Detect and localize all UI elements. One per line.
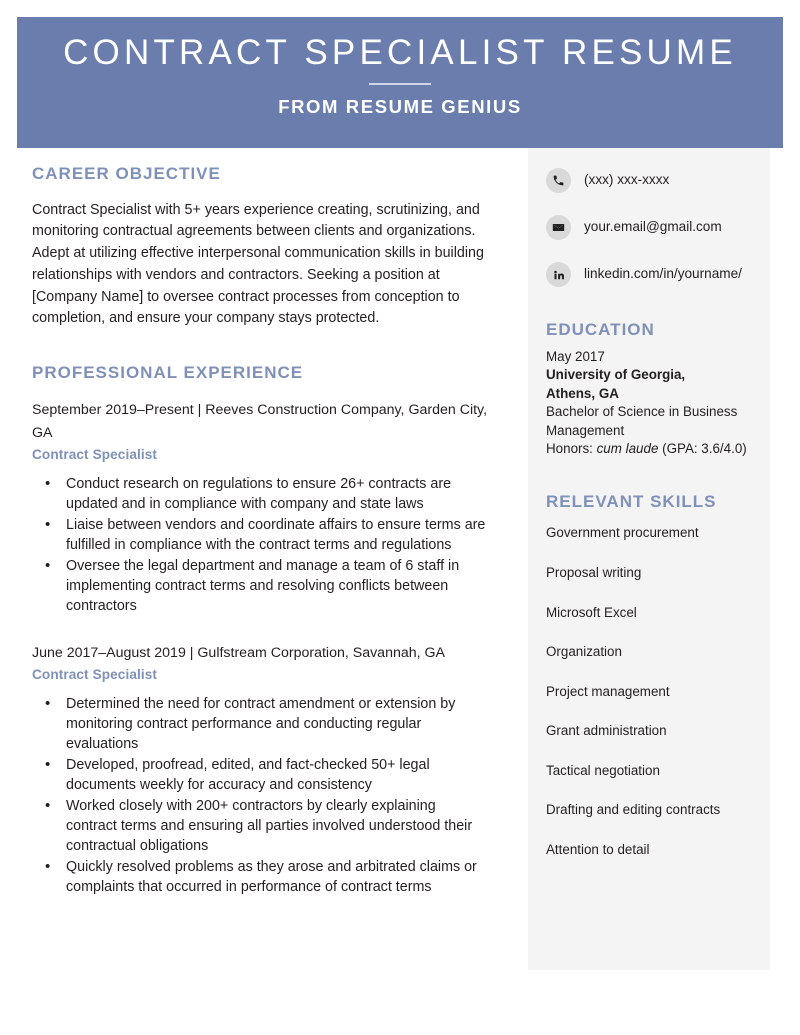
career-objective-heading: CAREER OBJECTIVE bbox=[32, 164, 221, 183]
list-item: Proposal writing bbox=[546, 564, 642, 580]
job-bullet: • Conduct research on regulations to ensure 26+ contracts are updated and in compliance with company and state laws bbox=[66, 474, 490, 514]
list-item: Government procurement bbox=[546, 525, 699, 541]
education-honors-gpa: (GPA: 3.6/4.0) bbox=[658, 441, 747, 457]
career-objective-section bbox=[32, 165, 490, 330]
professional-experience-heading: PROFESSIONAL EXPERIENCE bbox=[32, 363, 304, 382]
spacer bbox=[32, 620, 490, 642]
skills-list bbox=[546, 525, 758, 858]
education-honors-latin: cum laude bbox=[596, 441, 659, 457]
job-meta: June 2017–August 2019 | Gulfstream Corporation, Savannah, GA bbox=[32, 644, 446, 661]
job-bullet: • Developed, proofread, edited, and fact-checked 50+ legal documents weekly for accuracy and consistency bbox=[66, 755, 490, 795]
experience-entry bbox=[32, 642, 490, 897]
header-divider bbox=[369, 83, 431, 85]
contact-row-phone[interactable] bbox=[546, 168, 758, 193]
list-item: Tactical negotiation bbox=[546, 762, 660, 778]
education-school-line-2: Athens, GA bbox=[546, 385, 619, 401]
list-item: Organization bbox=[546, 644, 622, 660]
linkedin-icon bbox=[546, 262, 571, 287]
professional-experience-section bbox=[32, 364, 490, 897]
email-icon bbox=[546, 215, 571, 240]
resume-header-banner bbox=[17, 17, 783, 148]
relevant-skills-heading: RELEVANT SKILLS bbox=[546, 491, 717, 511]
contact-row-linkedin[interactable] bbox=[546, 262, 758, 287]
contact-list bbox=[546, 168, 758, 287]
phone-icon bbox=[546, 168, 571, 193]
job-bullet-list bbox=[32, 694, 490, 897]
job-bullet: • Worked closely with 200+ contractors by clearly explaining contract terms and ensuring all parties involved understood their contractual obligations bbox=[66, 796, 490, 856]
contact-linkedin-value: linkedin.com/in/yourname/ bbox=[584, 266, 742, 282]
education-date: May 2017 bbox=[546, 348, 605, 364]
header-subtitle: FROM RESUME GENIUS bbox=[278, 95, 522, 117]
job-bullet: • Determined the need for contract amendment or extension by monitoring contract performance and conducting regular evaluations bbox=[66, 694, 490, 754]
relevant-skills-section bbox=[546, 493, 758, 858]
main-content bbox=[32, 165, 490, 901]
education-honors bbox=[546, 440, 758, 459]
sidebar-content bbox=[546, 168, 758, 882]
education-school-line-1: University of Georgia, bbox=[546, 367, 686, 383]
education-honors-prefix: Honors: bbox=[546, 441, 597, 457]
contact-row-email[interactable] bbox=[546, 215, 758, 240]
page-title: CONTRACT SPECIALIST RESUME bbox=[63, 33, 737, 72]
education-heading: EDUCATION bbox=[546, 320, 655, 339]
education-degree: Bachelor of Science in Business Management bbox=[546, 404, 738, 438]
experience-entry bbox=[32, 399, 490, 616]
list-item: Attention to detail bbox=[546, 842, 650, 857]
list-item: Drafting and editing contracts bbox=[546, 802, 721, 818]
contact-phone-value: (xxx) xxx-xxxx bbox=[584, 172, 670, 188]
job-bullet-list bbox=[32, 474, 490, 616]
education-section bbox=[546, 321, 758, 459]
job-bullet: • Oversee the legal department and manage a team of 6 staff in implementing contract terms and resolving conflicts between contractors bbox=[66, 556, 490, 616]
career-objective-text: Contract Specialist with 5+ years experience creating, scrutinizing, and monitoring contractual agreements between clients and organizations. Adept at utilizing effective interpersonal communication skills in building relationships with vendors and contractors. Seeking a position at [Company Name] to oversee contract processes from conception to completion, and ensure your company stays protected. bbox=[32, 201, 484, 327]
list-item: Grant administration bbox=[546, 723, 667, 739]
job-title: Contract Specialist bbox=[32, 666, 158, 682]
job-meta: September 2019–Present | Reeves Construction Company, Garden City, GA bbox=[32, 401, 488, 441]
contact-email-value: your.email@gmail.com bbox=[584, 219, 722, 235]
job-bullet: • Quickly resolved problems as they arose and arbitrated claims or complaints that occurred in performance of contract terms bbox=[66, 857, 490, 897]
list-item: Microsoft Excel bbox=[546, 604, 637, 620]
job-bullet: • Liaise between vendors and coordinate affairs to ensure terms are fulfilled in compliance with the contract terms and regulations bbox=[66, 515, 490, 555]
job-title: Contract Specialist bbox=[32, 446, 158, 462]
spacer bbox=[32, 330, 490, 364]
list-item: Project management bbox=[546, 683, 670, 699]
